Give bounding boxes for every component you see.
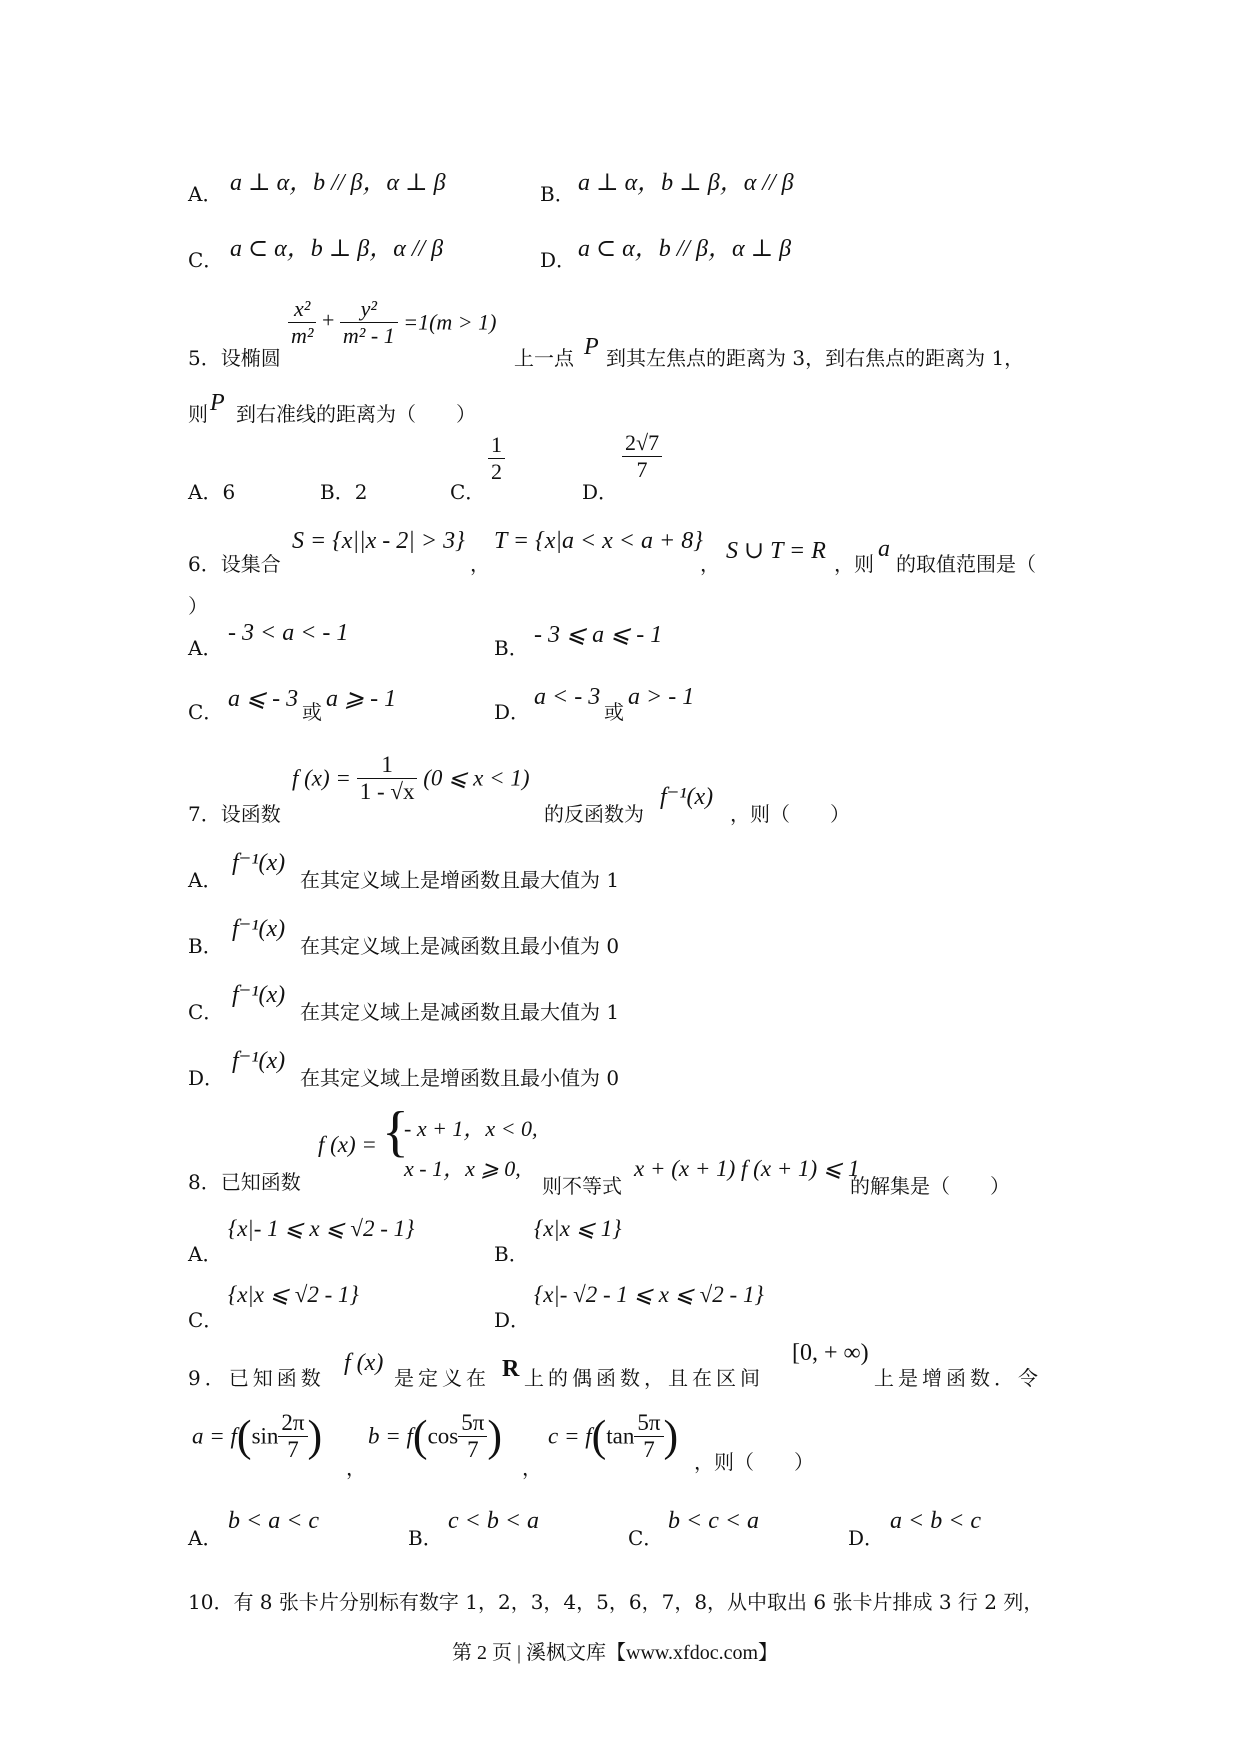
- q8-option-c-label: C．: [188, 1308, 224, 1332]
- q9-b-lhs: b = f: [368, 1423, 413, 1449]
- q9-option-a-label: A．: [188, 1526, 223, 1550]
- q9-option-c-label: C．: [628, 1526, 664, 1550]
- q5-frac2-den: m² - 1: [342, 323, 395, 348]
- q5-frac1-num: x²: [288, 296, 316, 323]
- q5-option-b: B．2: [320, 480, 368, 504]
- q5-ellipse-equation: [288, 296, 496, 349]
- q4-option-d-text: a ⊂ α，b // β，α ⊥ β: [578, 236, 792, 262]
- q6-option-c-or: 或: [302, 700, 322, 724]
- q5-option-c-label: C．: [450, 480, 486, 504]
- q6-option-c-label: C．: [188, 700, 224, 724]
- q9-a-lhs: a = f: [192, 1423, 237, 1449]
- q5-eq-tail: =1(m > 1): [403, 309, 497, 335]
- q7-text-a: 的反函数为: [544, 802, 644, 826]
- q7-f-den: 1 - √x: [359, 779, 415, 804]
- q5-point-p: P: [584, 334, 599, 360]
- q8-case-1: - x + 1，x < 0,: [404, 1116, 538, 1141]
- q9-fx: f (x): [344, 1350, 384, 1376]
- q7-option-a-text: 在其定义域上是增函数且最大值为 1: [300, 868, 620, 892]
- q9-line1-b: 是定义在: [394, 1366, 490, 1390]
- q7-option-b-text: 在其定义域上是减函数且最小值为 0: [300, 934, 620, 958]
- q5-c-den: 2: [491, 459, 502, 484]
- q8-case-2: x - 1，x ⩾ 0,: [404, 1156, 521, 1181]
- q7-f-domain: (0 ⩽ x < 1): [423, 765, 530, 791]
- q8-option-a-text: {x|- 1 ⩽ x ⩽ √2 - 1}: [228, 1216, 415, 1241]
- q10-text: 10．有 8 张卡片分别标有数字 1，2，3，4，5，6，7，8，从中取出 6 张卡片排成 3 行 2 列，: [188, 1590, 1044, 1614]
- q8-option-b-label: B．: [494, 1242, 529, 1266]
- q9-c-fn: tan: [606, 1423, 635, 1449]
- q6-option-d-text-2: a > - 1: [628, 684, 695, 710]
- q6-option-d-label: D．: [494, 700, 531, 724]
- q5-c-num: 1: [488, 432, 505, 459]
- q5-text-b: 到其左焦点的距离为 3，到右焦点的距离为 1，: [606, 346, 1025, 370]
- q5-line2-a: 则: [188, 402, 208, 426]
- q9-option-a-text: b < a < c: [228, 1508, 320, 1534]
- q9-b-fn: cos: [427, 1423, 459, 1449]
- q5-option-d-label: D．: [582, 480, 619, 504]
- q6-union: S ∪ T = R: [726, 538, 826, 564]
- q7-option-c-label: C．: [188, 1000, 224, 1024]
- q9-real-set: R: [502, 1356, 520, 1382]
- q9-a-definition: a = f(sin $\frac{2\pi}{7}$ ): [192, 1410, 323, 1462]
- q7-function-def: [292, 752, 530, 805]
- q6-set-t: T = {x|a < x < a + 8}: [494, 528, 703, 554]
- q6-text-a: ，则: [834, 552, 874, 576]
- q7-option-d-label: D．: [188, 1066, 225, 1090]
- q9-b-den: 7: [467, 1437, 479, 1462]
- q9-b-num: 5π: [458, 1410, 487, 1437]
- q9-line1-c: 上的偶函数，且在区间: [524, 1366, 764, 1390]
- q9-option-b-label: B．: [408, 1526, 443, 1550]
- q4-option-c-text: a ⊂ α，b ⊥ β，α // β: [230, 236, 444, 262]
- q9-line1-d: 上是增函数．令: [874, 1366, 1042, 1390]
- q6-option-c-text-1: a ⩽ - 3: [228, 686, 299, 712]
- q9-option-c-text: b < c < a: [668, 1508, 760, 1534]
- q6-option-c-text-2: a ⩾ - 1: [326, 686, 397, 712]
- q8-text-b: 的解集是（ ）: [850, 1174, 1010, 1198]
- q9-c-lhs: c = f: [548, 1423, 592, 1449]
- q6-set-s: S = {x||x - 2| > 3}: [292, 528, 465, 554]
- q6-text-b: 的取值范围是（: [896, 552, 1036, 576]
- q7-option-b-label: B．: [188, 934, 223, 958]
- q7-option-a-finv: f⁻¹(x): [232, 850, 286, 876]
- q5-frac2-num: y²: [340, 296, 398, 323]
- q7-option-d-text: 在其定义域上是增函数且最小值为 0: [300, 1066, 620, 1090]
- q8-prefix: 8．已知函数: [188, 1170, 301, 1194]
- q7-option-a-label: A．: [188, 868, 223, 892]
- q7-finv: f⁻¹(x): [660, 784, 714, 810]
- q6-option-a-text: - 3 < a < - 1: [228, 620, 349, 646]
- q5-line2-b: 到右准线的距离为（ ）: [236, 402, 476, 426]
- q6-close-paren: ）: [188, 594, 208, 618]
- q8-option-b-text: {x|x ⩽ 1}: [534, 1216, 622, 1241]
- q4-option-b-text: a ⊥ α，b ⊥ β，α // β: [578, 170, 794, 196]
- q5-d-num: 2√7: [622, 430, 662, 457]
- q8-text-a: 则不等式: [542, 1174, 622, 1198]
- q9-a-num: 2π: [278, 1410, 307, 1437]
- q9-c-den: 7: [643, 1437, 655, 1462]
- q9-c-num: 5π: [634, 1410, 663, 1437]
- q9-option-d-label: D．: [848, 1526, 885, 1550]
- q7-option-b-finv: f⁻¹(x): [232, 916, 286, 942]
- q8-option-a-label: A．: [188, 1242, 223, 1266]
- q9-a-den: 7: [287, 1437, 299, 1462]
- q9-c-definition: c = f(tan $\frac{5\pi}{7}$ ): [548, 1410, 679, 1462]
- q7-prefix: 7．设函数: [188, 802, 281, 826]
- q8-left-brace: {: [382, 1101, 409, 1163]
- q4-option-a-label: A．: [188, 182, 223, 206]
- q9-comma-1: ，: [346, 1456, 366, 1480]
- q9-option-b-text: c < b < a: [448, 1508, 540, 1534]
- page-footer: 第 2 页 | 溪枫文库【www.xfdoc.com】: [452, 1642, 779, 1664]
- q8-option-c-text: {x|x ⩽ √2 - 1}: [228, 1282, 359, 1307]
- q6-option-d-text-1: a < - 3: [534, 684, 601, 710]
- q9-tail: ，则（ ）: [694, 1450, 814, 1474]
- q4-option-b-label: B．: [540, 182, 575, 206]
- q6-option-b-label: B．: [494, 636, 529, 660]
- q4-option-a-text: a ⊥ α，b // β，α ⊥ β: [230, 170, 446, 196]
- q6-comma-2: ，: [700, 552, 720, 576]
- q6-var-a: a: [878, 536, 890, 562]
- q4-option-d-label: D．: [540, 248, 577, 272]
- q7-option-c-text: 在其定义域上是减函数且最大值为 1: [300, 1000, 620, 1024]
- q6-option-a-label: A．: [188, 636, 223, 660]
- q4-option-c-label: C．: [188, 248, 224, 272]
- q5-frac1-den: m²: [291, 323, 314, 348]
- q8-option-d-label: D．: [494, 1308, 531, 1332]
- q9-option-d-text: a < b < c: [890, 1508, 982, 1534]
- q6-option-b-text: - 3 ⩽ a ⩽ - 1: [534, 622, 663, 648]
- q7-f-num: 1: [357, 752, 418, 779]
- q5-d-den: 7: [636, 457, 648, 482]
- q6-prefix: 6．设集合: [188, 552, 281, 576]
- q6-comma-1: ，: [470, 552, 490, 576]
- q6-option-d-or: 或: [604, 700, 624, 724]
- q9-b-definition: b = f(cos $\frac{5\pi}{7}$ ): [368, 1410, 503, 1462]
- q5-point-p-2: P: [210, 390, 225, 416]
- q5-option-d-frac: [622, 430, 662, 483]
- q5-option-c-frac: [488, 432, 505, 485]
- q9-line1-a: 9．已知函数: [188, 1366, 325, 1390]
- q7-f-lhs: f (x) =: [292, 765, 351, 791]
- q5-plus: +: [321, 307, 335, 333]
- q9-a-fn: sin: [251, 1423, 279, 1449]
- q7-option-d-finv: f⁻¹(x): [232, 1048, 286, 1074]
- q5-prefix: 5．设椭圆: [188, 346, 281, 370]
- q8-option-d-text: {x|- √2 - 1 ⩽ x ⩽ √2 - 1}: [534, 1282, 764, 1307]
- q5-text-a: 上一点: [514, 346, 574, 370]
- q8-inequality: x + (x + 1) f (x + 1) ⩽ 1: [634, 1156, 860, 1181]
- q9-interval: [0, + ∞): [792, 1340, 869, 1366]
- q9-comma-2: ，: [522, 1456, 542, 1480]
- q7-option-c-finv: f⁻¹(x): [232, 982, 286, 1008]
- q8-f-lhs: f (x) =: [318, 1132, 377, 1157]
- q7-text-b: ，则（ ）: [730, 802, 850, 826]
- q5-option-a: A．6: [188, 480, 236, 504]
